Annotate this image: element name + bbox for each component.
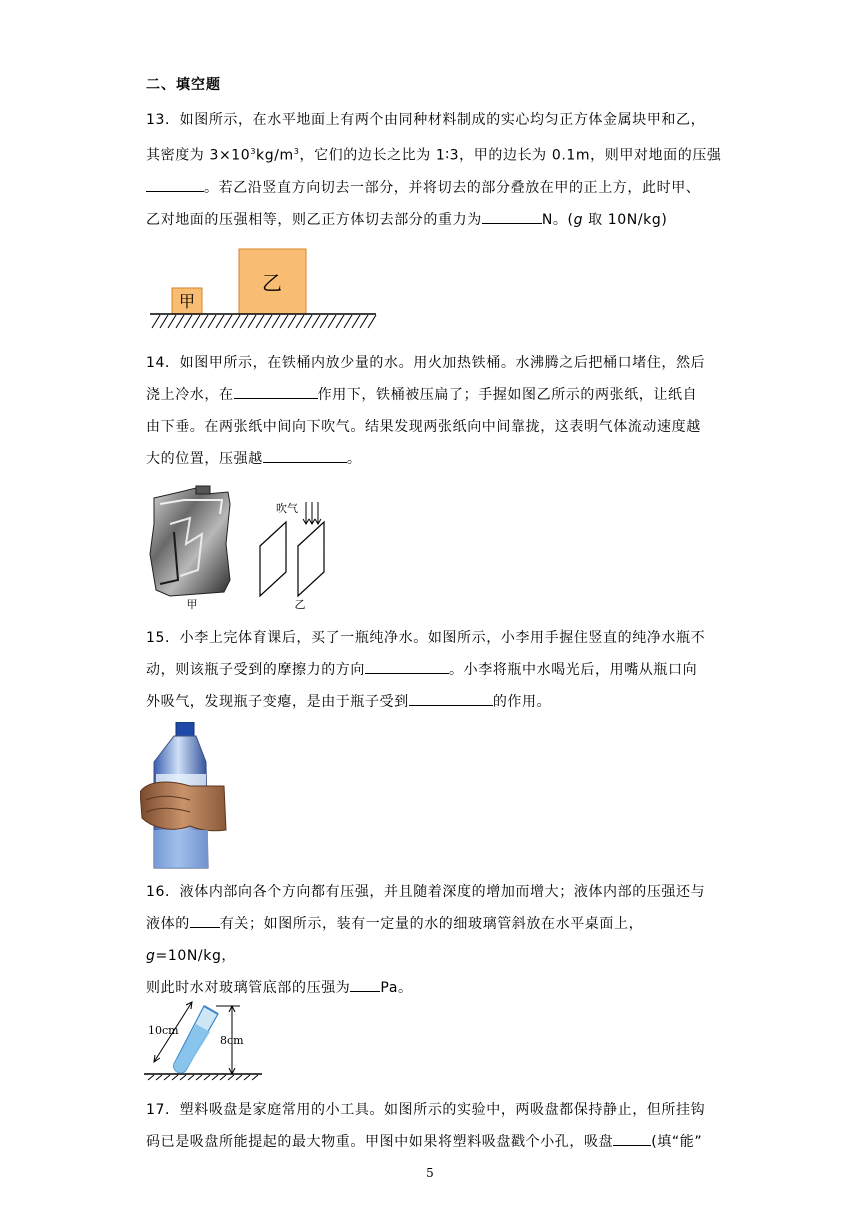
answer-blank[interactable]: [409, 691, 493, 706]
figure-16-test-tube: [144, 994, 266, 1084]
section-title: 二、填空题: [146, 77, 221, 93]
question-text: 浇上冷水，在: [146, 387, 234, 403]
label-yi: 乙: [262, 271, 282, 295]
variable-g: g: [146, 948, 156, 964]
figure-13-blocks: [146, 244, 382, 332]
question-text: 则此时水对玻璃管底部的压强为: [146, 980, 351, 996]
question-text: 。小李将瓶中水喝光后，用嘴从瓶口向: [449, 662, 698, 678]
question-text: 有关；如图所示，装有一定量的水的细玻璃管斜放在水平桌面上，: [219, 916, 644, 932]
table-hatching: [148, 1075, 258, 1080]
question-text: 大的位置，压强越: [146, 451, 263, 467]
question-text: 作用下，铁桶被压扁了；手握如图乙所示的两张纸，让纸自: [317, 387, 698, 403]
question-text: 液体的: [146, 916, 190, 932]
question-text: kg/m: [256, 147, 294, 164]
question-text: 小李上完体育课后，买了一瓶纯净水。如图所示，小李用手握住竖直的纯净水瓶不: [179, 630, 706, 646]
question-text: 取 10N/kg): [583, 211, 668, 228]
label-height: 8cm: [220, 1034, 244, 1047]
answer-blank[interactable]: [350, 977, 380, 992]
question-15: [146, 622, 726, 718]
question-number: 16．: [146, 884, 180, 900]
question-number: 15．: [146, 630, 180, 646]
crushed-can-image: [150, 486, 230, 596]
question-text: 码已是吸盘所能提起的最大物重。甲图中如果将塑料吸盘戳个小孔，吸盘: [146, 1134, 614, 1150]
ground-hatching: [152, 315, 376, 328]
question-text: ，它们的边长之比为 1∶3，甲的边长为 0.1m，则甲对地面的压强: [299, 147, 722, 164]
question-text: 由下垂。在两张纸中间向下吹气。结果发现两张纸向中间靠拢，这表明气体流动速度越: [146, 419, 701, 435]
label-length: 10cm: [148, 1024, 179, 1037]
question-text: Pa。: [380, 980, 413, 996]
label-yi: 乙: [294, 598, 306, 611]
glass-tube: [174, 1006, 218, 1073]
question-text: 塑料吸盘是家庭常用的小工具。如图所示的实验中，两吸盘都保持静止，但所挂钩: [179, 1102, 706, 1118]
answer-blank[interactable]: [613, 1131, 651, 1146]
answer-blank[interactable]: [234, 384, 318, 399]
answer-blank[interactable]: [263, 448, 347, 463]
label-jia: 甲: [186, 598, 198, 611]
question-text: 动，则该瓶子受到的摩擦力的方向: [146, 662, 365, 678]
variable-g: g: [573, 211, 584, 228]
question-text: (填“能”: [651, 1134, 703, 1150]
answer-blank[interactable]: [365, 659, 449, 674]
question-text: 。: [346, 451, 362, 467]
question-text: =10N/kg，: [155, 948, 237, 964]
question-text: 如图所示，在水平地面上有两个由同种材料制成的实心均匀正方体金属块甲和乙，: [179, 112, 706, 128]
superscript: 3: [250, 147, 257, 156]
superscript: 3: [293, 147, 300, 156]
question-14: [146, 347, 726, 475]
label-jia: 甲: [178, 292, 196, 311]
question-13: [146, 104, 726, 236]
question-number: 17．: [146, 1102, 180, 1118]
figure-15-bottle-image: [140, 722, 228, 872]
question-17: [146, 1094, 726, 1158]
question-text: N。(: [541, 211, 574, 228]
page-number: 5: [426, 1166, 434, 1180]
question-text: 液体内部向各个方向都有压强，并且随着深度的增加而增大；液体内部的压强还与: [179, 884, 706, 900]
papers-diagram: [260, 501, 324, 596]
question-text: 的作用。: [492, 694, 552, 710]
question-text: 乙对地面的压强相等，则乙正方体切去部分的重力为: [146, 211, 482, 228]
question-number: 13．: [146, 112, 180, 128]
question-text: 外吸气，发现瓶子变瘪，是由于瓶子受到: [146, 694, 409, 710]
answer-blank[interactable]: [482, 209, 542, 224]
question-text: 如图甲所示，在铁桶内放少量的水。用火加热铁桶。水沸腾之后把桶口堵住，然后: [179, 355, 706, 371]
question-text: 其密度为 3×10: [146, 147, 251, 164]
question-number: 14．: [146, 355, 180, 371]
answer-blank[interactable]: [146, 177, 204, 192]
label-blow: 吹气: [276, 502, 298, 515]
figure-14: [140, 484, 352, 612]
question-16: [146, 876, 726, 1004]
question-text: 。若乙沿竖直方向切去一部分，并将切去的部分叠放在甲的正上方，此时甲、: [204, 179, 701, 196]
answer-blank[interactable]: [190, 913, 220, 928]
